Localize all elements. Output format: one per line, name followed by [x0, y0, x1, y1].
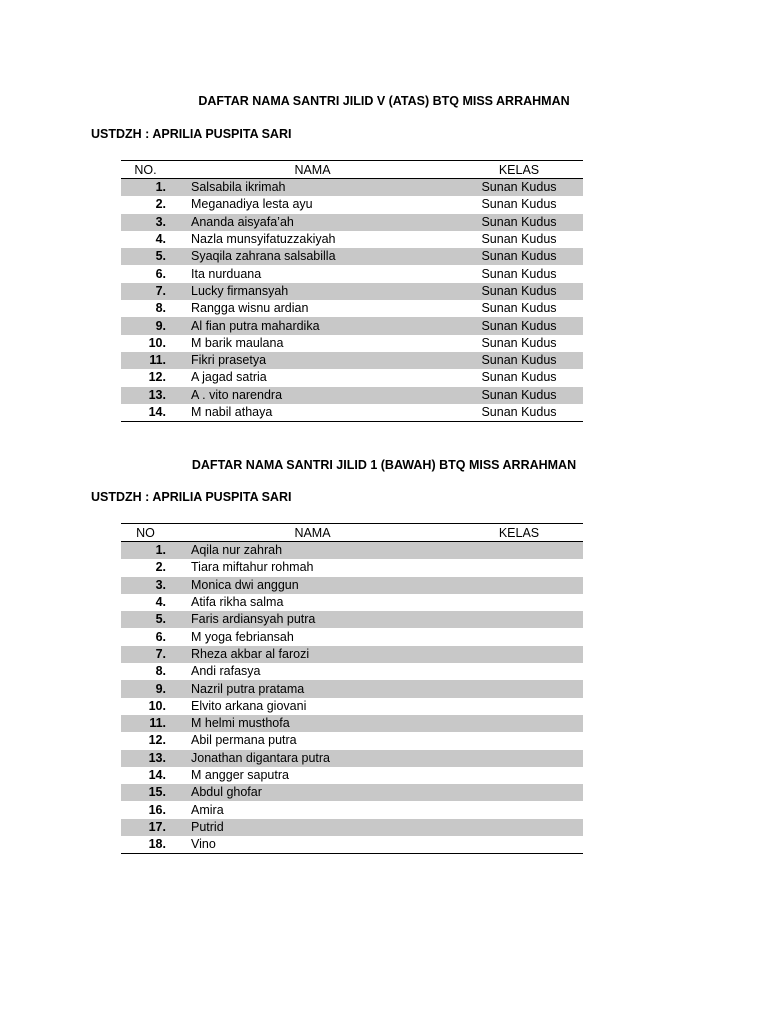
- row-number: 3.: [121, 577, 170, 594]
- row-number: 12.: [148, 370, 166, 385]
- row-name: M nabil athaya: [170, 404, 455, 422]
- row-number: 1.: [121, 542, 170, 560]
- row-kelas: Sunan Kudus: [455, 214, 583, 231]
- section-1-table: [121, 160, 583, 422]
- row-kelas: [455, 646, 583, 663]
- table-row: [121, 611, 583, 628]
- table-row: [121, 836, 583, 854]
- row-number: 9.: [121, 680, 170, 697]
- table-row: [121, 404, 583, 422]
- table-row: [121, 732, 583, 749]
- row-kelas: [455, 611, 583, 628]
- row-number: 4.: [155, 232, 166, 247]
- row-number: 7.: [121, 283, 170, 300]
- row-number: 16.: [148, 802, 166, 817]
- table-row: [121, 594, 583, 611]
- row-kelas: Sunan Kudus: [481, 197, 557, 212]
- table-row: [121, 387, 583, 404]
- table-row: [121, 715, 583, 732]
- row-number: 2.: [155, 197, 166, 212]
- row-name: Al fian putra mahardika: [170, 317, 455, 334]
- row-name: A . vito narendra: [170, 387, 455, 404]
- row-name: Rangga wisnu ardian: [191, 301, 309, 316]
- row-kelas: Sunan Kudus: [455, 283, 583, 300]
- row-name: Amira: [191, 802, 224, 817]
- row-number: 14.: [121, 404, 170, 422]
- column-header-nama: NAMA: [170, 524, 455, 542]
- row-number: 11.: [121, 352, 170, 369]
- row-name: Meganadiya lesta ayu: [191, 197, 313, 212]
- row-kelas: Sunan Kudus: [455, 248, 583, 265]
- row-name: Aqila nur zahrah: [170, 542, 455, 560]
- row-kelas: Sunan Kudus: [455, 352, 583, 369]
- table-row: [121, 369, 583, 386]
- row-number: 6.: [155, 629, 166, 644]
- row-name: Fikri prasetya: [170, 352, 455, 369]
- row-kelas: Sunan Kudus: [481, 266, 557, 281]
- row-number: 2.: [155, 560, 166, 575]
- table-row: [121, 179, 583, 197]
- row-name: Faris ardiansyah putra: [170, 611, 455, 628]
- row-number: 17.: [121, 819, 170, 836]
- row-name: Rheza akbar al farozi: [170, 646, 455, 663]
- row-kelas: Sunan Kudus: [481, 335, 557, 350]
- section-2-table: [121, 523, 583, 854]
- table-header-row: [121, 524, 583, 542]
- row-name: M helmi musthofa: [170, 715, 455, 732]
- row-kelas: [455, 663, 583, 680]
- table-row: [121, 283, 583, 300]
- table-row: [121, 646, 583, 663]
- row-kelas: Sunan Kudus: [481, 232, 557, 247]
- row-number: 5.: [121, 248, 170, 265]
- table-header-row: [121, 161, 583, 179]
- row-name: Ananda aisyafa’ah: [170, 214, 455, 231]
- row-name: Tiara miftahur rohmah: [191, 560, 314, 575]
- section-2-teacher: USTDZH : APRILIA PUSPITA SARI: [91, 490, 292, 504]
- table-row: [121, 214, 583, 231]
- row-name: M barik maulana: [191, 335, 284, 350]
- row-number: 12.: [148, 733, 166, 748]
- row-number: 9.: [121, 317, 170, 334]
- row-number: 5.: [121, 611, 170, 628]
- row-name: Ita nurduana: [191, 266, 262, 281]
- table-row: [121, 698, 583, 715]
- row-kelas: [455, 784, 583, 801]
- column-header-nama: NAMA: [170, 161, 455, 179]
- row-name: Atifa rikha salma: [191, 595, 284, 610]
- table-row: [121, 231, 583, 248]
- column-header-kelas: KELAS: [455, 161, 583, 179]
- table-row: [121, 750, 583, 767]
- row-number: 10.: [148, 335, 166, 350]
- row-number: 13.: [121, 750, 170, 767]
- row-number: 7.: [121, 646, 170, 663]
- row-name: Abdul ghofar: [170, 784, 455, 801]
- row-kelas: [455, 577, 583, 594]
- table-row: [121, 663, 583, 680]
- row-number: 13.: [121, 387, 170, 404]
- row-kelas: [455, 680, 583, 697]
- row-kelas: [455, 628, 583, 645]
- row-number: 10.: [148, 698, 166, 713]
- row-name: Elvito arkana giovani: [191, 698, 307, 713]
- row-kelas: [455, 715, 583, 732]
- row-kelas: Sunan Kudus: [455, 387, 583, 404]
- row-kelas: [455, 559, 583, 576]
- table-row: [121, 352, 583, 369]
- table-row: [121, 300, 583, 317]
- row-number: 18.: [121, 836, 170, 854]
- row-number: 14.: [148, 768, 166, 782]
- table-row: [121, 784, 583, 801]
- section-1-rows: [121, 179, 583, 422]
- row-kelas: Sunan Kudus: [455, 179, 583, 197]
- row-name: Nazla munsyifatuzzakiyah: [191, 232, 336, 247]
- row-kelas: [455, 542, 583, 560]
- row-name: Andi rafasya: [191, 664, 261, 679]
- row-kelas: [455, 594, 583, 611]
- table-row: [121, 680, 583, 697]
- table-row: [121, 317, 583, 334]
- row-name: Jonathan digantara putra: [170, 750, 455, 767]
- table-row: [121, 248, 583, 265]
- row-kelas: Sunan Kudus: [481, 370, 557, 385]
- row-kelas: [455, 750, 583, 767]
- row-kelas: [455, 767, 583, 784]
- row-name: A jagad satria: [191, 370, 267, 385]
- row-name: M yoga febriansah: [191, 629, 294, 644]
- table-row: [121, 335, 583, 352]
- row-name: Lucky firmansyah: [170, 283, 455, 300]
- row-name: Nazril putra pratama: [170, 680, 455, 697]
- row-name: Vino: [170, 836, 455, 854]
- row-name: Syaqila zahrana salsabilla: [170, 248, 455, 265]
- row-number: 11.: [121, 715, 170, 732]
- section-2-title: DAFTAR NAMA SANTRI JILID 1 (BAWAH) BTQ MISS ARRAHMAN: [191, 458, 577, 472]
- row-kelas: Sunan Kudus: [455, 317, 583, 334]
- row-kelas: [455, 819, 583, 836]
- table-row: [121, 265, 583, 282]
- row-kelas: [455, 698, 583, 715]
- row-number: 15.: [121, 784, 170, 801]
- column-header-no: NO: [121, 524, 170, 542]
- row-kelas: [455, 836, 583, 854]
- table-row: [121, 196, 583, 213]
- row-kelas: [455, 732, 583, 749]
- row-number: 3.: [121, 214, 170, 231]
- row-number: 1.: [121, 179, 170, 197]
- row-name: M angger saputra: [191, 768, 289, 782]
- table-row: [121, 559, 583, 576]
- table-row: [121, 819, 583, 836]
- row-kelas: Sunan Kudus: [481, 301, 557, 316]
- section-2-rows: [121, 542, 583, 854]
- table-row: [121, 628, 583, 645]
- section-1-teacher: USTDZH : APRILIA PUSPITA SARI: [91, 127, 292, 141]
- row-number: 6.: [155, 266, 166, 281]
- table-row: [121, 542, 583, 560]
- row-name: Abil permana putra: [191, 733, 297, 748]
- row-name: Salsabila ikrimah: [170, 179, 455, 197]
- row-name: Monica dwi anggun: [170, 577, 455, 594]
- row-name: Putrid: [170, 819, 455, 836]
- table-row: [121, 801, 583, 818]
- table-row: [121, 577, 583, 594]
- column-header-no: NO.: [121, 161, 170, 179]
- row-number: 4.: [155, 595, 166, 610]
- row-number: 8.: [155, 664, 166, 679]
- section-1-title: DAFTAR NAMA SANTRI JILID V (ATAS) BTQ MISS ARRAHMAN: [198, 94, 570, 108]
- column-header-kelas: KELAS: [455, 524, 583, 542]
- row-kelas: Sunan Kudus: [455, 404, 583, 422]
- table-row: [121, 767, 583, 784]
- row-kelas: [455, 801, 583, 818]
- row-number: 8.: [155, 301, 166, 316]
